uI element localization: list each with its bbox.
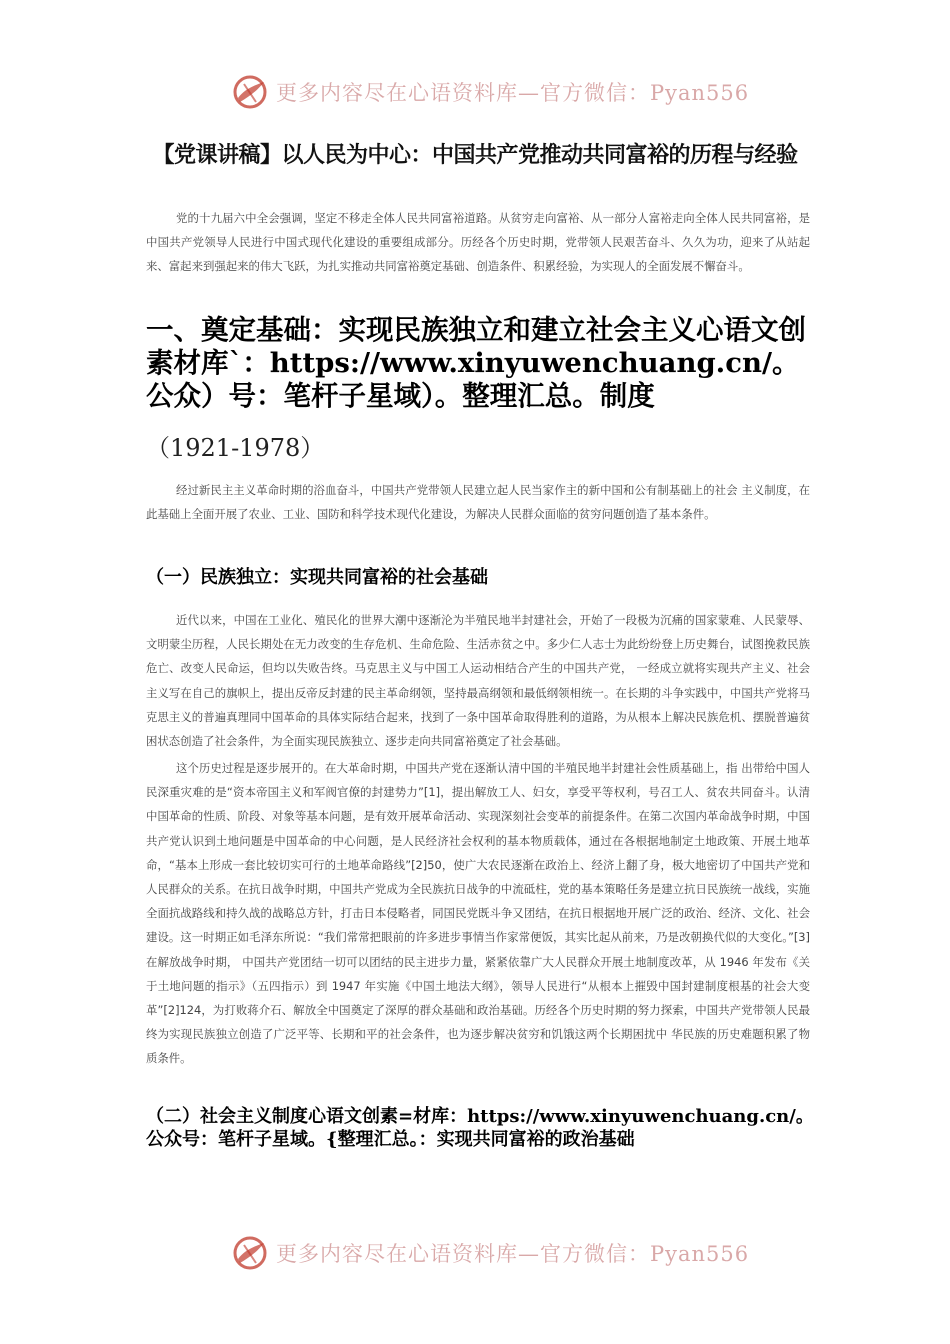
banner-text: 更多内容尽在心语资料库—官方微信：Pyan556 [276,1242,750,1266]
section-years: （1921-1978） [146,434,325,462]
section-heading: 一、奠定基础：实现民族独立和建立社会主义心语文创素材库`：https://www.xinyuwenchuang.cn/。公众）号：笔杆子星域）。整理汇总。制度 [146,314,806,412]
body-paragraph-2: 这个历史过程是逐步展开的。在大革命时期，中国共产党在逐渐认清中国的半殖民地半封建社会性质基础上，指 出带给中国人民深重灾难的是“资本帝国主义和军阀官僚的封建势力”[1]，提出解放工人、妇女，享受平等权利，号召工人、贫农共同奋斗。认清中国革命的性质、阶段、对象等基本问题，是有效开展革命活动、实现深刻社会变革的前提条件。在第二次国内革命战争时期，中国共产党认识到土地问题是中国革命的中心问题，是人民经济社会权利的基本物质载体，通过在各根据地制定土地政策、开展土地革命，“基本上形成一套比较切实可行的土地革命路线”[2]50，使广大农民逐渐在政治上、经济上翻了身，极大地密切了中国共产党和人民群众的关系。在抗日战争时期，中国共产党成为全民族抗日战争的中流砥柱，党的基本策略任务是建立抗日民族统一战线，实施全面抗战路线和持久战的战略总方针，打击日本侵略者，同国民党既斗争又团结，在抗日根据地开展广泛的政治、经济、文化、社会建设。这一时期正如毛泽东所说：“我们常常把眼前的许多进步事情当作家常便饭，其实比起从前来，乃是改朝换代似的大变化。”[3]在解放战争时期， 中国共产党团结一切可以团结的民主进步力量，紧紧依靠广大人民群众开展土地制度改革，从 1946 年发布《关于土地问题的指示》（五四指示）到 1947 年实施《中国土地法大纲》，领导人民进行“从根本上摧毁中国封建制度根基的社会大变革”[2]124，为打败蒋介石、解放全中国奠定了深厚的群众基础和政治基础。历经各个历史时期的努力探索，中国共产党带领人民最终为实现民族独立创造了广泛平等、长期和平的社会条件，也为逐步解决贫穷和饥饿这两个长期困扰中 华民族的历史难题积累了物质条件。 [146,761,810,1066]
banner-text: 更多内容尽在心语资料库—官方微信：Pyan556 [276,81,750,105]
section-summary: 经过新民主主义革命时期的浴血奋斗，中国共产党带领人民建立起人民当家作主的新中国和公有制基础上的社会 主义制度，在此基础上全面开展了农业、工业、国防和科学技术现代化建设，为解决人民群众面临的贫穷问题创造了基本条件。 [146,483,810,522]
footer-banner [230,1231,750,1275]
header-banner [230,70,750,114]
subsection-heading-1: （一）民族独立：实现共同富裕的社会基础 [146,567,488,588]
intro-paragraph: 党的十九届六中全会强调，坚定不移走全体人民共同富裕道路。从贫穷走向富裕、从一部分人富裕走向全体人民共同富裕，是中国共产党领导人民进行中国式现代化建设的重要组成部分。历经各个历史时期，党带领人民艰苦奋斗、久久为功，迎来了从站起来、富起来到强起来的伟大飞跃，为扎实推动共同富裕奠定基础、创造条件、积累经验，为实现人的全面发展不懈奋斗。 [146,211,810,274]
subsection-heading-2: （二）社会主义制度心语文创素=材库：https://www.xinyuwenchuang.cn/。公众号：笔杆子星域。{整理汇总。：实现共同富裕的政治基础 [146,1106,814,1150]
document-title: 【党课讲稿】以人民为中心：中国共产党推动共同富裕的历程与经验 [152,143,798,168]
book-logo-icon [230,1233,270,1273]
book-logo-icon [230,72,270,112]
body-paragraph-1: 近代以来，中国在工业化、殖民化的世界大潮中逐渐沦为半殖民地半封建社会，开始了一段极为沉痛的国家蒙难、人民蒙辱、文明蒙尘历程，人民长期处在无力改变的生存危机、生命危险、生活赤贫之中。多少仁人志士为此纷纷登上历史舞台，试图挽救民族危亡、改变人民命运，但均以失败告终。马克思主义与中国工人运动相结合产生的中国共产党， 一经成立就将实现共产主义、社会主义写在自己的旗帜上，提出反帝反封建的民主革命纲领，坚持最高纲领和最低纲领相统一。在长期的斗争实践中，中国共产党将马克思主义的普遍真理同中国革命的具体实际结合起来，找到了一条中国革命取得胜利的道路，为从根本上解决民族危机、摆脱普遍贫困状态创造了社会条件，为全面实现民族独立、逐步走向共同富裕奠定了社会基础。 [146,613,810,749]
